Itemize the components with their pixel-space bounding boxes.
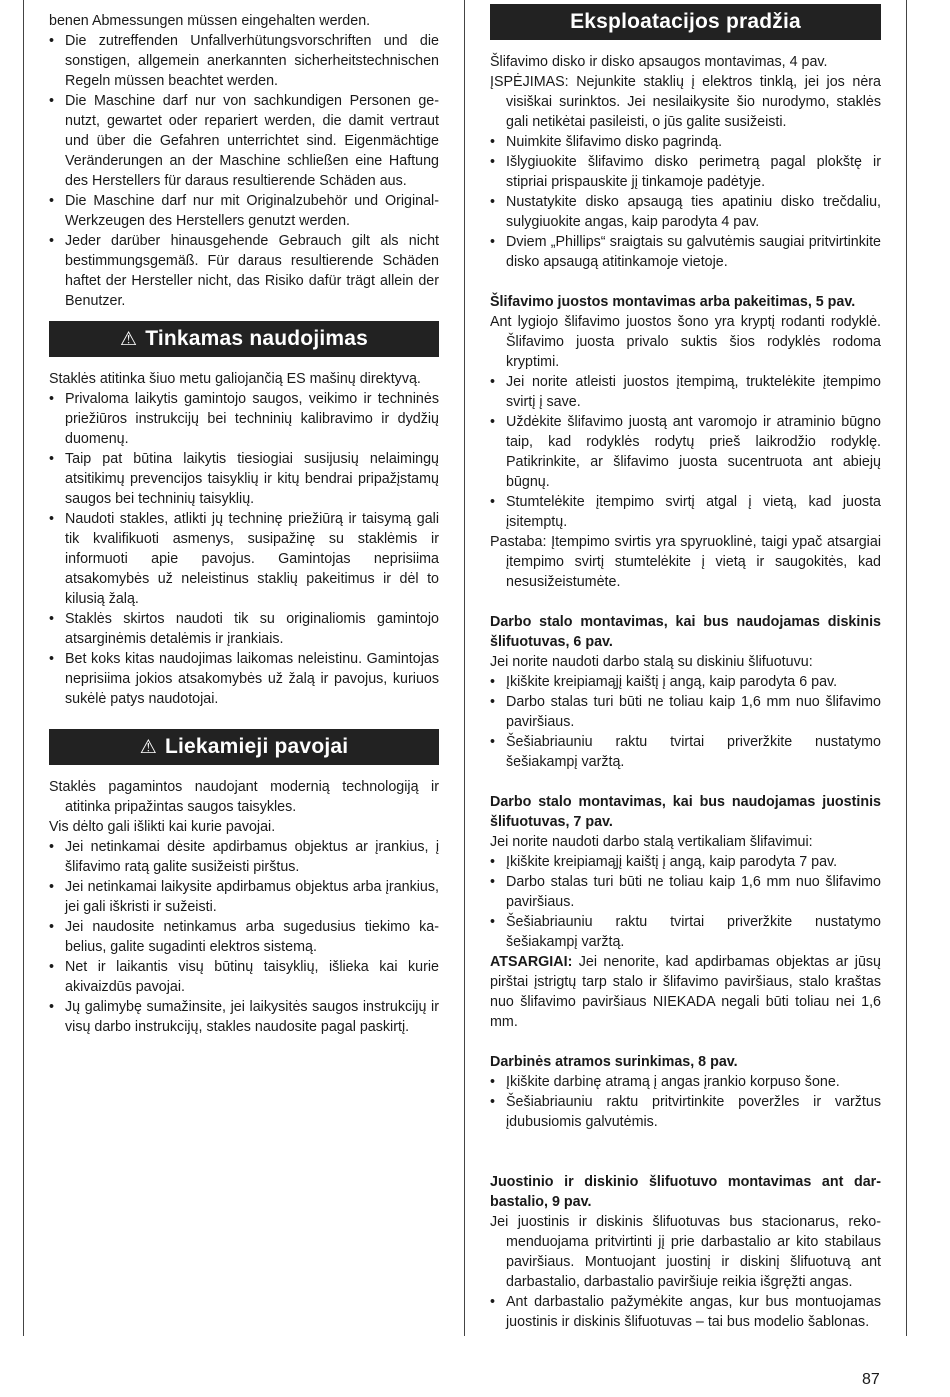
section-heading-intended-use bbox=[49, 321, 439, 357]
paragraph: Jei norite naudoti darbo stalą su diskiniu šlifuotuvu: bbox=[490, 654, 813, 670]
warning-triangle-icon: ⚠ bbox=[139, 737, 157, 758]
list-item: • Jei netinkamai dėsite apdirbamus objektus ar įrankius, į šlifavimo ratą galite susižeisti pirštus. bbox=[49, 837, 439, 877]
list-item: • Įkiškite kreipiamąjį kaištį į angą, kaip parodyta 6 pav. bbox=[490, 672, 881, 692]
list-item: • Jei norite atleisti juostos įtempimą, truktelėkite įtempimo svirtį į save. bbox=[490, 372, 881, 412]
subsection-heading: Šlifavimo juostos montavimas arba pakeitimas, 5 pav. bbox=[490, 294, 856, 310]
subsection-heading: Darbo stalo montavimas, kai bus naudojamas diskinis šlifuotuvas, 6 pav. bbox=[490, 614, 881, 650]
list-item: • Privaloma laikytis gamintojo saugos, veikimo ir techninės priežiūros instrukcijų bei techninių kalibravimo ir dydžių duomenų. bbox=[49, 389, 439, 449]
section-intro: Vis dėlto gali išlikti kai kurie pavojai. bbox=[49, 819, 276, 835]
right-column bbox=[490, 11, 881, 1332]
list-item: • Darbo stalas turi būti ne toliau kaip 1,6 mm nuo šlifavimo paviršiaus. bbox=[490, 872, 881, 912]
section-title: Eksploatacijos pradžia bbox=[570, 10, 801, 33]
list-item: • Įkiškite darbinę atramą į angas įrankio korpuso šone. bbox=[490, 1072, 881, 1092]
section-heading-residual-risks bbox=[49, 729, 439, 765]
intro-bullet: • Die Maschine darf nur mit Originalzubehör und OriginalWerkzeugen des Herstellers genutzt werden. bbox=[49, 191, 439, 231]
list-item: • Bet koks kitas naudojimas laikomas neleistinu. Gamintojas neprisiima jokios atsakomybės už žalą ir pavojus, kuriuos sukėlė patys naudotojai. bbox=[49, 649, 439, 709]
right-margin-rule bbox=[906, 0, 907, 1336]
note-paragraph: Pastaba: Įtempimo svirtis yra spyruoklinė, taigi ypač atsargiai įtempimo svirtį stumtelėkite į vietą ir saugokitės, kad nesusižeistumėte. bbox=[490, 534, 881, 590]
subsection-heading: Juostinio ir diskinio šlifuotuvo montavimas ant darbastalio, 9 pav. bbox=[490, 1174, 881, 1210]
list-item: • Ant darbastalio pažymėkite angas, kur bus montuojamas juostinis ir diskinis šlifuotuvas – tai bus modelio šablonas. bbox=[490, 1292, 881, 1332]
caution-label: ATSARGIAI: bbox=[490, 954, 573, 970]
subsection-heading: Darbo stalo montavimas, kai bus naudojamas juostinis šlifuotuvas, 7 pav. bbox=[490, 794, 881, 830]
list-item: • Staklės skirtos naudoti tik su originaliomis gamintojo atsarginėmis detalėmis ir įrankiais. bbox=[49, 609, 439, 649]
subsection-heading: Darbinės atramos surinkimas, 8 pav. bbox=[490, 1054, 738, 1070]
section-heading-commissioning bbox=[490, 4, 881, 40]
list-item: • Darbo stalas turi būti ne toliau kaip 1,6 mm nuo šlifavimo paviršiaus. bbox=[490, 692, 881, 732]
list-item: • Šešiabriauniu raktu tvirtai priveržkite nustatymo šešiakampį varžtą. bbox=[490, 912, 881, 952]
list-item: • Įkiškite kreipiamąjį kaištį į angą, kaip parodyta 7 pav. bbox=[490, 852, 881, 872]
intro-bullet: • Jeder darüber hinausgehende Gebrauch gilt als nicht bestimmungsgemäß. Für daraus resultierende Schäden haftet der Hersteller nicht, das Risiko dafür trägt allein der Benutzer. bbox=[49, 231, 439, 311]
list-item: • Išlygiuokite šlifavimo disko perimetrą pagal plokštę ir stipriai prispauskite jį tinkamoje padėtyje. bbox=[490, 152, 881, 192]
paragraph: Jei norite naudoti darbo stalą vertikaliam šlifavimui: bbox=[490, 834, 813, 850]
list-item: • Šešiabriauniu raktu tvirtai priveržkite nustatymo šešiakampį varžtą. bbox=[490, 732, 881, 772]
list-item: • Nustatykite disko apsaugą ties apatiniu disko trečdaliu, sulygiuokite angas, kaip parodyta 4 pav. bbox=[490, 192, 881, 232]
list-item: • Jei naudosite netinkamus arba sugedusius tiekimo kabelius, galite sugadinti elektros sistemą. bbox=[49, 917, 439, 957]
section-title: Liekamieji pavojai bbox=[164, 735, 349, 758]
column-divider-rule bbox=[464, 0, 465, 1336]
list-item: • Nuimkite šlifavimo disko pagrindą. bbox=[490, 132, 881, 152]
caution-text: Jei nenorite, kad apdirbamas objektas ar jūsų pirštai įstrigtų tarp stalo ir šlifavimo paviršiaus, stalo kraštas nuo šlifavimo paviršiaus NIEKADA negali būti toliau nei 1,6 mm. bbox=[490, 954, 881, 1030]
list-item: • Šešiabriauniu raktu pritvirtinkite poveržles ir varžtus įdubusiomis galvutėmis. bbox=[490, 1092, 881, 1132]
intro-bullet: • Die Maschine darf nur von sachkundigen Personen genutzt, gewartet oder repariert werden, die damit vertraut und über die Gefahren unterrichtet sind. Eigenmächtige Veränderungen an der Maschine schließen eine Haftung des Herstellers für daraus resultierende Schäden aus. bbox=[49, 91, 439, 191]
list-item: • Jų galimybę sumažinsite, jei laikysitės saugos instrukcijų ir visų darbo instrukcijų, stakles naudosite pagal paskirtį. bbox=[49, 997, 439, 1037]
list-item: • Uždėkite šlifavimo juostą ant varomojo ir atraminio būgno taip, kad rodyklės rodytų prieš laikrodžio rodyklę. Patikrinkite, ar šlifavimo juosta sucentruota ant abiejų būgnų. bbox=[490, 412, 881, 492]
list-item: • Naudoti stakles, atlikti jų techninę priežiūrą ir taisymą gali tik kvalifikuoti asmenys, susipažinę su staklėmis ir informuoti apie pavojus. Gamintojas neprisiima atsakomybės už neleistinus staklių pakeitimus ir dėl to kilusią žalą. bbox=[49, 509, 439, 609]
warning-triangle-icon: ⚠ bbox=[119, 329, 138, 350]
intro-bullet: • Die zutreffenden Unfallverhütungsvorschriften und die sonstigen, allgemein anerkannten sicherheitstechnischen Regeln müssen beachtet werden. bbox=[49, 31, 439, 91]
list-item: • Net ir laikantis visų būtinų taisyklių, išlieka kai kurie akivaizdūs pavojai. bbox=[49, 957, 439, 997]
subsection-heading: Šlifavimo disko ir disko apsaugos montavimas, 4 pav. bbox=[490, 54, 828, 70]
paragraph: Ant lygiojo šlifavimo juostos šono yra kryptį rodanti rodyklė. Šlifavimo juosta privalo suktis šios rodyklės rodoma kryptimi. bbox=[490, 314, 881, 370]
section-title: Tinkamas naudojimas bbox=[145, 327, 369, 350]
warning-paragraph: ĮSPĖJIMAS: Nejunkite staklių į elektros tinklą, jei jos nėra visiškai surinktos. Jei nesilaikysite šio nurodymo, staklės gali netikėtai pasileisti, o jūs galite susižeisti. bbox=[490, 74, 881, 130]
list-item: • Jei netinkamai laikysite apdirbamus objektus arba įrankius, jei gali iškristi ir sužeisti. bbox=[49, 877, 439, 917]
page-number: 87 bbox=[862, 1371, 880, 1388]
caution-paragraph bbox=[490, 952, 881, 1032]
list-item: • Taip pat būtina laikytis tiesiogiai susijusių nelaimingų atsitikimų prevencijos taisyklių ir kitų bendrai pripažįstamų saugos bei techninių taisyklių. bbox=[49, 449, 439, 509]
left-column bbox=[49, 11, 439, 1037]
section-intro: Staklės atitinka šiuo metu galiojančią ES mašinų direktyvą. bbox=[49, 371, 421, 387]
list-item: • Stumtelėkite įtempimo svirtį atgal į vietą, kad juosta įsitemptų. bbox=[490, 492, 881, 532]
paragraph: Jei juostinis ir diskinis šlifuotuvas bus stacionarus, rekomenduojama pritvirtinti jį prie darbastalio ar kito stabilaus paviršiaus. Montuojant juostinį ir diskinį šlifuotuvą ant darbastalio, darbastalio paviršiuje reikia išgręžti angas. bbox=[490, 1214, 881, 1290]
intro-continuation: benen Abmessungen müssen eingehalten werden. bbox=[49, 13, 371, 29]
left-margin-rule bbox=[23, 0, 24, 1336]
list-item: • Dviem „Phillips“ sraigtais su galvutėmis saugiai pritvirtinkite disko apsaugą atitinkamoje vietoje. bbox=[490, 232, 881, 272]
section-intro: Staklės pagamintos naudojant modernią technologiją ir atitinka pripažintas saugos taisykles. bbox=[49, 779, 439, 815]
